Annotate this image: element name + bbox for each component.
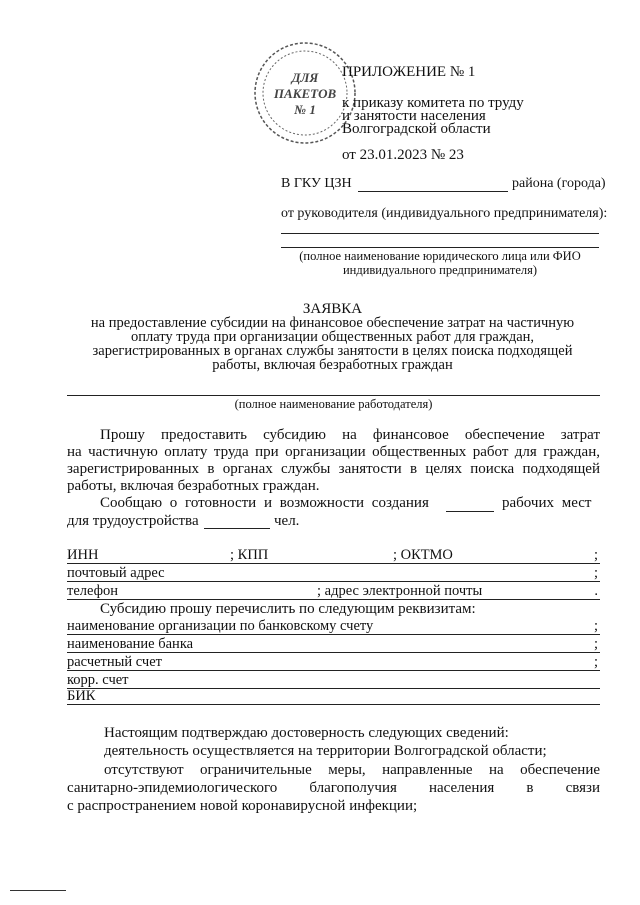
transfer-line: Субсидию прошу перечислить по следующим реквизитам: — [100, 601, 476, 617]
account-label: расчетный счет — [67, 654, 162, 670]
p2-line2a: для трудоустройства — [67, 513, 199, 529]
appendix-date: от 23.01.2023 № 23 — [342, 147, 464, 163]
corr-label: корр. счет — [67, 672, 129, 688]
phone-row — [67, 584, 600, 600]
p1-line1: Прошу предоставить субсидию на финансовое обеспечение затрат — [100, 427, 600, 443]
confirm-line3: отсутствуют ограничительные меры, направленные на обеспечение — [104, 762, 600, 778]
stamp-line1: ДЛЯ — [291, 70, 319, 85]
employer-caption: (полное наименование работодателя) — [234, 397, 433, 411]
account-row — [67, 655, 600, 671]
people-count-blank — [204, 528, 270, 529]
corr-row — [67, 673, 600, 689]
confirm-line4: санитарно-эпидемиологического благополучия населения в связи — [67, 780, 600, 796]
bank-org-row — [67, 619, 600, 635]
bank-org-label: наименование организации по банковскому счету — [67, 618, 374, 634]
title-line2: оплату труда при организации общественных работ для граждан, — [130, 329, 535, 345]
inn-label: ИНН — [67, 547, 99, 563]
title-line1: на предоставление субсидии на финансовое обеспечение затрат на частичную — [90, 315, 575, 331]
postal-row-end: ; — [593, 565, 598, 581]
from-blank-1 — [281, 233, 599, 234]
stamp-line2: ПАКЕТОВ — [273, 86, 337, 101]
from-caption-2: индивидуального предпринимателя) — [342, 263, 538, 277]
account-row-end: ; — [593, 654, 598, 670]
appendix-line2: и занятости населения — [342, 108, 486, 124]
inn-row-end: ; — [593, 547, 598, 563]
from-blank-2 — [281, 247, 599, 248]
email-label: ; адрес электронной почты — [317, 583, 483, 599]
p1-line2: на частичную оплату труда при организации общественных работ для граждан, — [67, 444, 600, 460]
doc-title: ЗАЯВКА — [302, 301, 363, 317]
confirm-line1: Настоящим подтверждаю достоверность следующих сведений: — [104, 725, 509, 741]
to-suffix: района (города) — [512, 176, 606, 191]
kpp-label: ; КПП — [230, 547, 269, 563]
from-caption-1: (полное наименование юридического лица или ФИО — [299, 249, 581, 263]
p2-line1a: Сообщаю о готовности и возможности создания — [100, 495, 429, 511]
footnote-rule — [10, 890, 66, 891]
phone-row-end: . — [594, 583, 598, 599]
stamp-line3: № 1 — [294, 102, 316, 117]
appendix-line1: к приказу комитета по труду — [342, 95, 524, 111]
title-line3: зарегистрированных в органах службы занятости в целях поиска подходящей — [92, 343, 573, 359]
confirm-line5: с распространением новой коронавирусной инфекции; — [67, 798, 418, 814]
p2-line1b: рабочих мест — [502, 495, 592, 511]
postal-label: почтовый адрес — [67, 565, 165, 581]
to-prefix: В ГКУ ЦЗН — [281, 176, 352, 191]
p1-line3: зарегистрированных в органах службы занятости в целях поиска подходящей — [67, 461, 600, 477]
district-blank — [358, 191, 508, 192]
bank-org-row-end: ; — [593, 618, 598, 634]
employer-blank — [67, 395, 600, 396]
from-line: от руководителя (индивидуального предпринимателя): — [281, 206, 608, 221]
jobs-count-blank — [446, 511, 494, 512]
appendix-line3: Волгоградской области — [342, 121, 491, 137]
postal-row — [67, 566, 600, 582]
bik-label: БИК — [67, 688, 96, 704]
oktmo-label: ; ОКТМО — [393, 547, 453, 563]
p2-line2b: чел. — [274, 513, 300, 529]
bank-name-row-end: ; — [593, 636, 598, 652]
inn-row — [67, 548, 600, 564]
title-line4: работы, включая безработных граждан — [212, 357, 453, 373]
appendix-title: ПРИЛОЖЕНИЕ № 1 — [342, 64, 476, 80]
p1-line4: работы, включая безработных граждан. — [67, 478, 320, 494]
confirm-line2: деятельность осуществляется на территории Волгоградской области; — [104, 743, 547, 759]
bank-name-row — [67, 637, 600, 653]
phone-label: телефон — [67, 583, 119, 599]
bik-row — [67, 689, 600, 705]
bank-name-label: наименование банка — [67, 636, 194, 652]
